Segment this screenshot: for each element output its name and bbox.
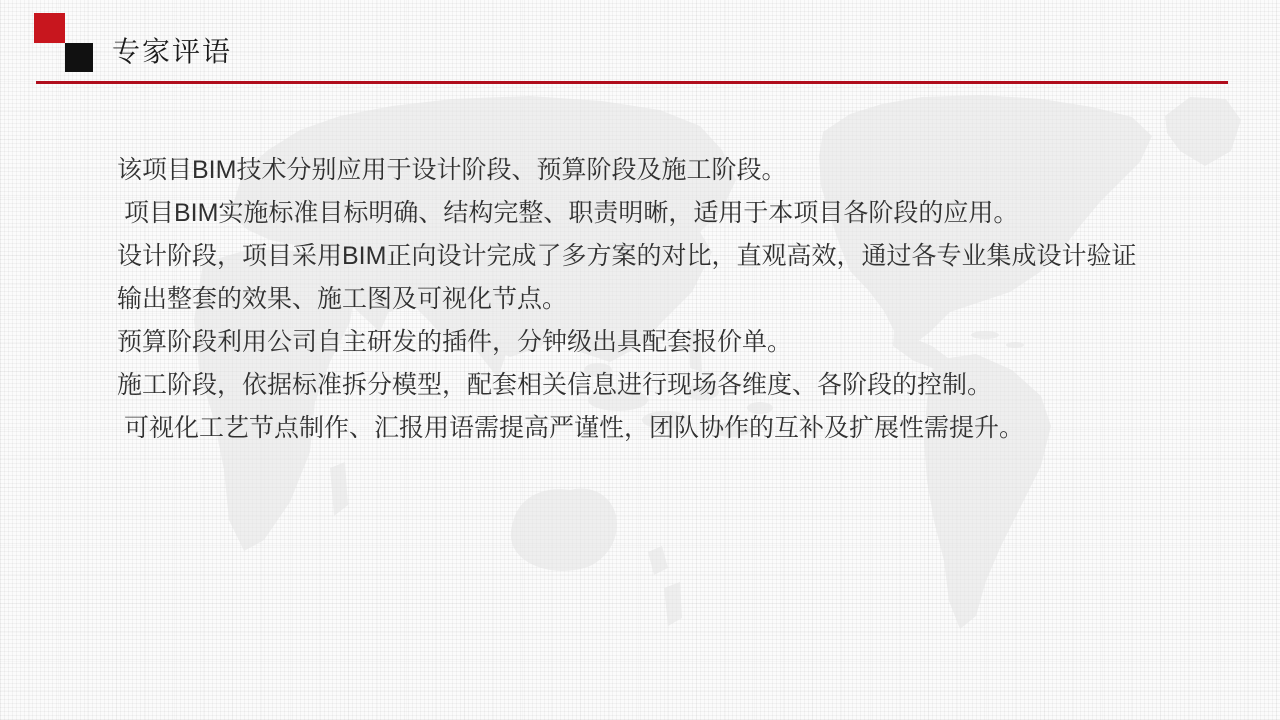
body-paragraph-3: 设计阶段，项目采用BIM正向设计完成了多方案的对比，直观高效，通过各专业集成设计验证输出整套的效果、施工图及可视化节点。 [117,242,1137,313]
title-divider-line [36,81,1228,84]
title-black-square-marker [65,43,93,72]
body-paragraph-2: 项目BIM实施标准目标明确、结构完整、职责明晰，适用于本项目各阶段的应用。 [117,199,1019,227]
body-paragraph-6: 可视化工艺节点制作、汇报用语需提高严谨性，团队协作的互补及扩展性需提升。 [117,414,1024,442]
title-red-square-marker [34,13,65,43]
slide-body [117,149,1157,450]
body-paragraph-5: 施工阶段，依据标准拆分模型，配套相关信息进行现场各维度、各阶段的控制。 [117,371,993,399]
page-title: 专家评语 [112,36,233,67]
body-paragraph-4: 预算阶段利用公司自主研发的插件，分钟级出具配套报价单。 [117,328,793,356]
body-paragraph-1: 该项目BIM技术分别应用于设计阶段、预算阶段及施工阶段。 [117,156,787,184]
